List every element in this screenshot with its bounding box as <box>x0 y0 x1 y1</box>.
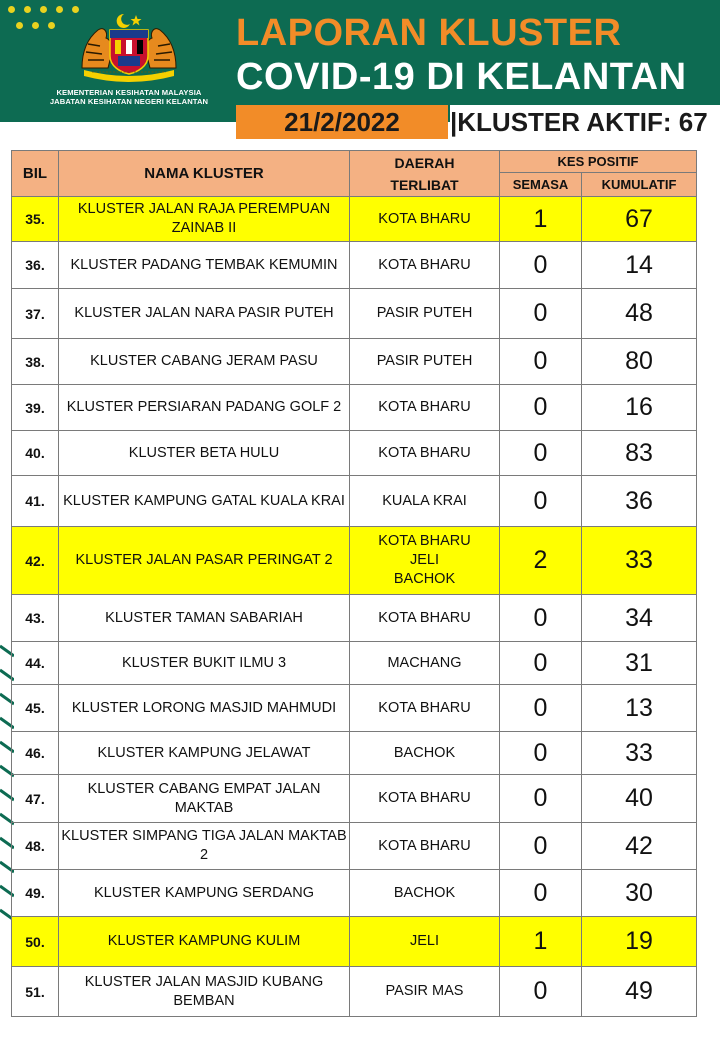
current-cases: 1 <box>500 917 582 967</box>
row-number: 39. <box>12 385 59 431</box>
district-name: KOTA BHARU <box>378 837 471 854</box>
ministry-line-2: JABATAN KESIHATAN NEGERI KELANTAN <box>49 97 209 106</box>
cluster-name: KLUSTER TAMAN SABARIAH <box>59 595 350 642</box>
row-number: 41. <box>12 476 59 527</box>
current-cases: 0 <box>500 431 582 476</box>
cluster-name: KLUSTER SIMPANG TIGA JALAN MAKTAB 2 <box>59 823 350 870</box>
decorative-dot <box>40 6 47 13</box>
table-row <box>12 917 697 967</box>
col-header-kumulatif: KUMULATIF <box>582 173 697 197</box>
district-name: KOTA BHARU <box>378 699 471 716</box>
row-number: 37. <box>12 289 59 339</box>
table-row <box>12 476 697 527</box>
current-cases: 0 <box>500 339 582 385</box>
current-cases: 1 <box>500 197 582 242</box>
row-number: 35. <box>12 197 59 242</box>
header-banner <box>0 0 720 122</box>
cluster-name: KLUSTER JALAN NARA PASIR PUTEH <box>59 289 350 339</box>
cluster-name: KLUSTER LORONG MASJID MAHMUDI <box>59 685 350 732</box>
table-row <box>12 197 697 242</box>
current-cases: 0 <box>500 242 582 289</box>
table-row <box>12 527 697 595</box>
district-cell <box>350 242 500 289</box>
district-name: PASIR PUTEH <box>376 305 473 321</box>
district-cell <box>350 917 500 967</box>
table-row <box>12 823 697 870</box>
decorative-dot <box>56 6 63 13</box>
cumulative-cases: 19 <box>582 917 697 967</box>
cluster-name: KLUSTER BUKIT ILMU 3 <box>59 642 350 685</box>
district-name: KOTA BHARU <box>378 210 471 227</box>
district-name: KOTA BHARU <box>378 609 471 626</box>
coat-of-arms-icon <box>74 10 184 82</box>
current-cases: 0 <box>500 775 582 823</box>
col-header-semasa: SEMASA <box>500 173 582 197</box>
cluster-name: KLUSTER KAMPUNG GATAL KUALA KRAI <box>59 476 350 527</box>
district-name: PASIR PUTEH <box>376 353 473 369</box>
current-cases: 0 <box>500 642 582 685</box>
cumulative-cases: 33 <box>582 732 697 775</box>
row-number: 38. <box>12 339 59 385</box>
district-name: BACHOK <box>393 571 456 587</box>
current-cases: 0 <box>500 385 582 431</box>
decorative-dot <box>32 22 39 29</box>
district-cell <box>350 431 500 476</box>
cluster-name: KLUSTER KAMPUNG JELAWAT <box>59 732 350 775</box>
row-number: 47. <box>12 775 59 823</box>
district-name: KUALA KRAI <box>382 492 467 509</box>
district-cell <box>350 685 500 732</box>
cumulative-cases: 67 <box>582 197 697 242</box>
cluster-name: KLUSTER CABANG EMPAT JALAN MAKTAB <box>59 775 350 823</box>
table-row <box>12 385 697 431</box>
district-name: JELI <box>409 933 439 949</box>
cluster-name: KLUSTER PERSIARAN PADANG GOLF 2 <box>59 385 350 431</box>
row-number: 46. <box>12 732 59 775</box>
row-number: 40. <box>12 431 59 476</box>
cluster-name: KLUSTER CABANG JERAM PASU <box>59 339 350 385</box>
table-row <box>12 967 697 1017</box>
current-cases: 2 <box>500 527 582 595</box>
cluster-name: KLUSTER JALAN PASAR PERINGAT 2 <box>59 527 350 595</box>
district-name: KOTA BHARU <box>378 399 471 415</box>
cluster-name: KLUSTER PADANG TEMBAK KEMUMIN <box>59 242 350 289</box>
district-cell <box>350 197 500 242</box>
report-subtitle: COVID-19 DI KELANTAN <box>236 56 687 98</box>
district-cell <box>350 527 500 595</box>
cumulative-cases: 30 <box>582 870 697 917</box>
district-name: KOTA BHARU <box>378 533 471 549</box>
cumulative-cases: 16 <box>582 385 697 431</box>
row-number: 51. <box>12 967 59 1017</box>
cumulative-cases: 80 <box>582 339 697 385</box>
current-cases: 0 <box>500 870 582 917</box>
cumulative-cases: 13 <box>582 685 697 732</box>
district-cell <box>350 732 500 775</box>
district-cell <box>350 870 500 917</box>
decorative-dot <box>8 6 15 13</box>
district-name: KOTA BHARU <box>378 790 471 806</box>
district-name: KOTA BHARU <box>378 256 471 273</box>
col-header-bil: BIL <box>12 151 59 197</box>
district-name: KOTA BHARU <box>378 444 471 461</box>
cluster-name: KLUSTER JALAN RAJA PEREMPUAN ZAINAB II <box>59 197 350 242</box>
cumulative-cases: 42 <box>582 823 697 870</box>
table-row <box>12 242 697 289</box>
row-number: 49. <box>12 870 59 917</box>
table-row <box>12 289 697 339</box>
table-row <box>12 775 697 823</box>
current-cases: 0 <box>500 967 582 1017</box>
row-number: 48. <box>12 823 59 870</box>
cumulative-cases: 33 <box>582 527 697 595</box>
district-name: JELI <box>409 552 439 568</box>
cumulative-cases: 31 <box>582 642 697 685</box>
district-cell <box>350 385 500 431</box>
cluster-name: KLUSTER KAMPUNG SERDANG <box>59 870 350 917</box>
current-cases: 0 <box>500 732 582 775</box>
col-header-daerah-line-2: TERLIBAT <box>390 176 459 193</box>
current-cases: 0 <box>500 595 582 642</box>
cluster-table <box>11 150 697 1017</box>
district-cell <box>350 289 500 339</box>
table-row <box>12 595 697 642</box>
current-cases: 0 <box>500 476 582 527</box>
district-cell <box>350 775 500 823</box>
district-cell <box>350 642 500 685</box>
report-date: 21/2/2022 <box>236 105 448 139</box>
district-name: BACHOK <box>393 744 456 761</box>
col-header-nama: NAMA KLUSTER <box>59 151 350 197</box>
cluster-name: KLUSTER BETA HULU <box>59 431 350 476</box>
cumulative-cases: 83 <box>582 431 697 476</box>
table-row <box>12 870 697 917</box>
cluster-name: KLUSTER KAMPUNG KULIM <box>59 917 350 967</box>
district-cell <box>350 339 500 385</box>
table-row <box>12 431 697 476</box>
row-number: 36. <box>12 242 59 289</box>
district-name: PASIR MAS <box>385 983 464 999</box>
active-cluster-count: |KLUSTER AKTIF: 67 <box>450 105 720 139</box>
row-number: 50. <box>12 917 59 967</box>
table-row <box>12 339 697 385</box>
cumulative-cases: 40 <box>582 775 697 823</box>
cumulative-cases: 36 <box>582 476 697 527</box>
current-cases: 0 <box>500 289 582 339</box>
decorative-dot <box>24 6 31 13</box>
current-cases: 0 <box>500 685 582 732</box>
row-number: 43. <box>12 595 59 642</box>
district-cell <box>350 595 500 642</box>
cumulative-cases: 48 <box>582 289 697 339</box>
row-number: 44. <box>12 642 59 685</box>
district-cell <box>350 823 500 870</box>
district-name: BACHOK <box>393 884 456 901</box>
ministry-name <box>22 88 236 106</box>
row-number: 45. <box>12 685 59 732</box>
report-title: LAPORAN KLUSTER <box>236 12 622 54</box>
district-cell <box>350 967 500 1017</box>
col-header-daerah-line-1: DAERAH <box>394 154 455 171</box>
district-name: MACHANG <box>387 654 462 671</box>
row-number: 42. <box>12 527 59 595</box>
district-cell <box>350 476 500 527</box>
table-body <box>12 197 697 1017</box>
table-row <box>12 685 697 732</box>
table-row <box>12 642 697 685</box>
cluster-name: KLUSTER JALAN MASJID KUBANG BEMBAN <box>59 967 350 1017</box>
cumulative-cases: 14 <box>582 242 697 289</box>
decorative-dot <box>48 22 55 29</box>
cumulative-cases: 34 <box>582 595 697 642</box>
cumulative-cases: 49 <box>582 967 697 1017</box>
col-header-kes-positif: KES POSITIF <box>500 151 697 173</box>
current-cases: 0 <box>500 823 582 870</box>
col-header-daerah <box>350 151 500 197</box>
ministry-line-1: KEMENTERIAN KESIHATAN MALAYSIA <box>56 88 202 97</box>
decorative-dot <box>16 22 23 29</box>
table-row <box>12 732 697 775</box>
